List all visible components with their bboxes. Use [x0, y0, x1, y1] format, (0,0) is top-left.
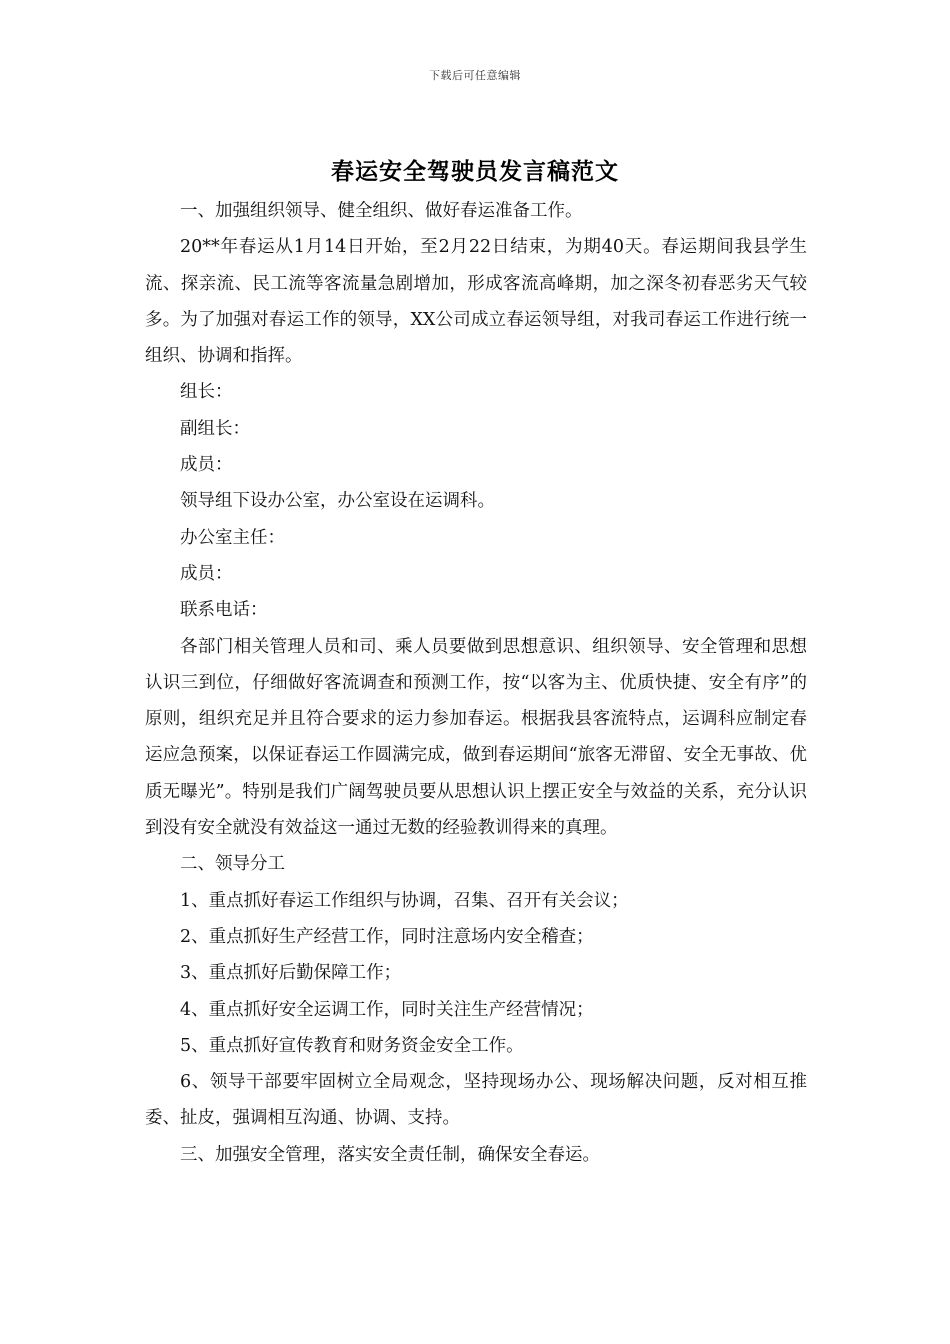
- list-item-2: 2、重点抓好生产经营工作，同时注意场内安全稽查；: [180, 926, 594, 947]
- paragraph-intro: 20**年春运从1月14日开始，至2月22日结束，为期40天。春运期间我县学生流、探亲流、民工流等客流量急剧增加，形成客流高峰期，加之深冬初春恶劣天气较多。为了加强对春运工作的领导，XX公司成立春运领导组，对我司春运工作进行统一组织、协调和指挥。: [145, 237, 807, 367]
- list-item-1: 1、重点抓好春运工作组织与协调，召集、召开有关会议；: [180, 890, 629, 911]
- paragraph-contact-phone: 联系电话：: [180, 600, 268, 621]
- paragraph-requirements: 各部门相关管理人员和司、乘人员要做到思想意识、组织领导、安全管理和思想认识三到位，仔细做好客流调查和预测工作，按“以客为主、优质快捷、安全有序”的原则，组织充足并且符合要求的运力参加春运。根据我县客流特点，运调科应制定春运应急预案，以保证春运工作圆满完成，做到春运期间“旅客无滞留、安全无事故、优质无曝光”。特别是我们广阔驾驶员要从思想认识上摆正安全与效益的关系，充分认识到没有安全就没有效益这一通过无数的经验教训得来的真理。: [145, 636, 807, 839]
- paragraph-office: 领导组下设办公室，办公室设在运调科。: [180, 491, 495, 512]
- list-item-6: 6、领导干部要牢固树立全局观念，坚持现场办公、现场解决问题，反对相互推委、扯皮，强调相互沟通、协调、支持。: [145, 1072, 807, 1129]
- header-note: 下载后可任意编辑: [429, 69, 521, 82]
- paragraph-section-1-heading: 一、加强组织领导、健全组织、做好春运准备工作。: [180, 201, 583, 221]
- list-item-4: 4、重点抓好安全运调工作，同时关注生产经营情况；: [180, 999, 594, 1020]
- list-item-3: 3、重点抓好后勤保障工作；: [180, 963, 402, 984]
- paragraph-section-3-heading: 三、加强安全管理，落实安全责任制，确保安全春运。: [180, 1144, 600, 1165]
- paragraph-section-2-heading: 二、领导分工: [180, 854, 285, 875]
- paragraph-office-members: 成员：: [180, 563, 233, 584]
- paragraph-leader: 组长：: [180, 382, 233, 403]
- paragraph-deputy-leader: 副组长：: [180, 418, 250, 439]
- paragraph-office-director: 办公室主任：: [180, 527, 285, 548]
- document-title: 春运安全驾驶员发言稿范文: [331, 158, 619, 185]
- document-body: [145, 193, 807, 1173]
- list-item-5: 5、重点抓好宣传教育和财务资金安全工作。: [180, 1035, 524, 1056]
- paragraph-members: 成员：: [180, 455, 233, 476]
